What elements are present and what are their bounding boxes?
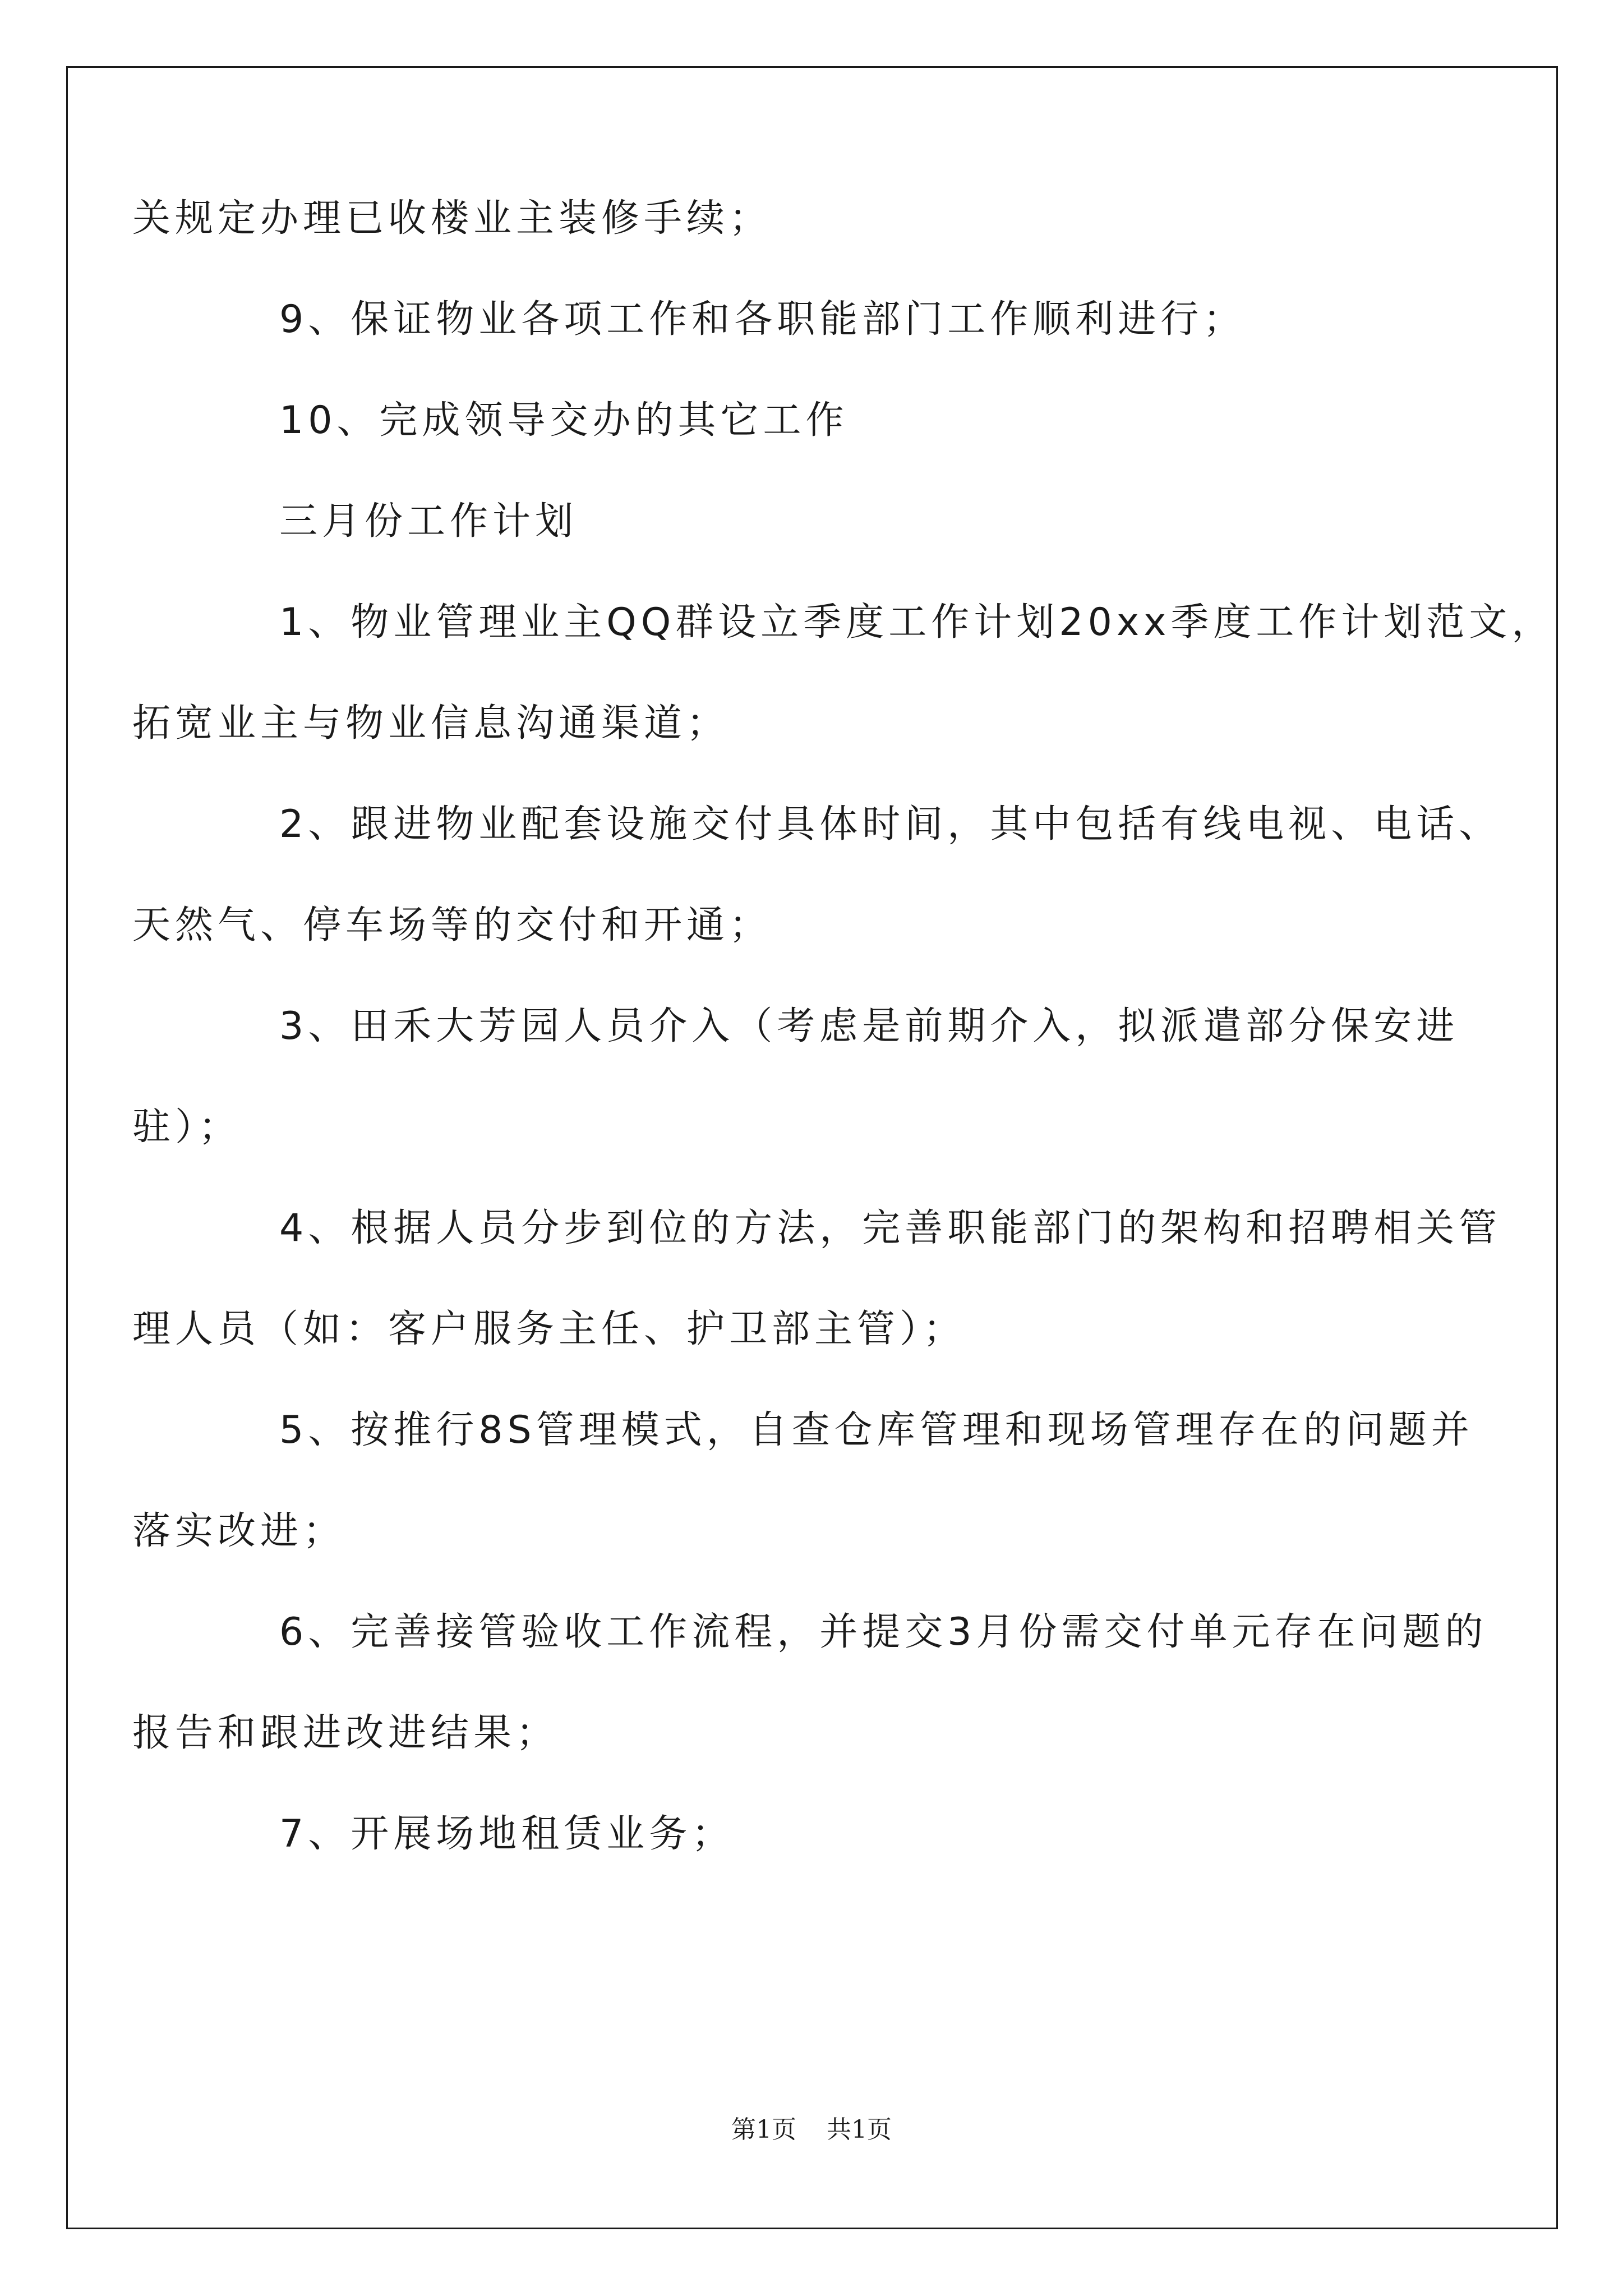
paragraph-line: 9、保证物业各项工作和各职能部门工作顺利进行； — [279, 297, 1246, 342]
paragraph-line: 报告和跟进改进结果； — [132, 1711, 559, 1755]
document-body — [132, 168, 1555, 1885]
paragraph-line: 落实改进； — [132, 1509, 346, 1553]
paragraph-line: 拓宽业主与物业信息沟通渠道； — [132, 701, 730, 746]
page-total: 共1页 — [827, 2115, 892, 2144]
section-heading: 三月份工作计划 — [279, 499, 578, 544]
paragraph-line: 2、跟进物业配套设施交付具体时间，其中包括有线电视、电话、 — [279, 802, 1502, 846]
paragraph-line: 7、开展场地租赁业务； — [279, 1812, 735, 1856]
paragraph-line: 理人员（如：客户服务主任、护卫部主管）； — [132, 1307, 966, 1351]
paragraph-line: 关规定办理已收楼业主装修手续； — [132, 196, 772, 241]
paragraph-line: 驻）； — [132, 1105, 242, 1149]
paragraph-line: 10、完成领导交办的其它工作 — [279, 398, 849, 443]
paragraph-line: 4、根据人员分步到位的方法，完善职能部门的架构和招聘相关管 — [279, 1206, 1502, 1250]
paragraph-line: 天然气、停车场等的交付和开通； — [132, 903, 772, 947]
paragraph-line: 3、田禾大芳园人员介入（考虑是前期介入，拟派遣部分保安进 — [279, 1004, 1459, 1048]
page-footer — [0, 2109, 1623, 2145]
paragraph-line: 1、物业管理业主QQ群设立季度工作计划20xx季度工作计划范文， — [279, 600, 1555, 645]
paragraph-line: 6、完善接管验收工作流程，并提交3月份需交付单元存在问题的 — [279, 1610, 1488, 1654]
page-number: 第1页 — [731, 2115, 796, 2144]
paragraph-line: 5、按推行8S管理模式，自查仓库管理和现场管理存在的问题并 — [279, 1408, 1474, 1452]
